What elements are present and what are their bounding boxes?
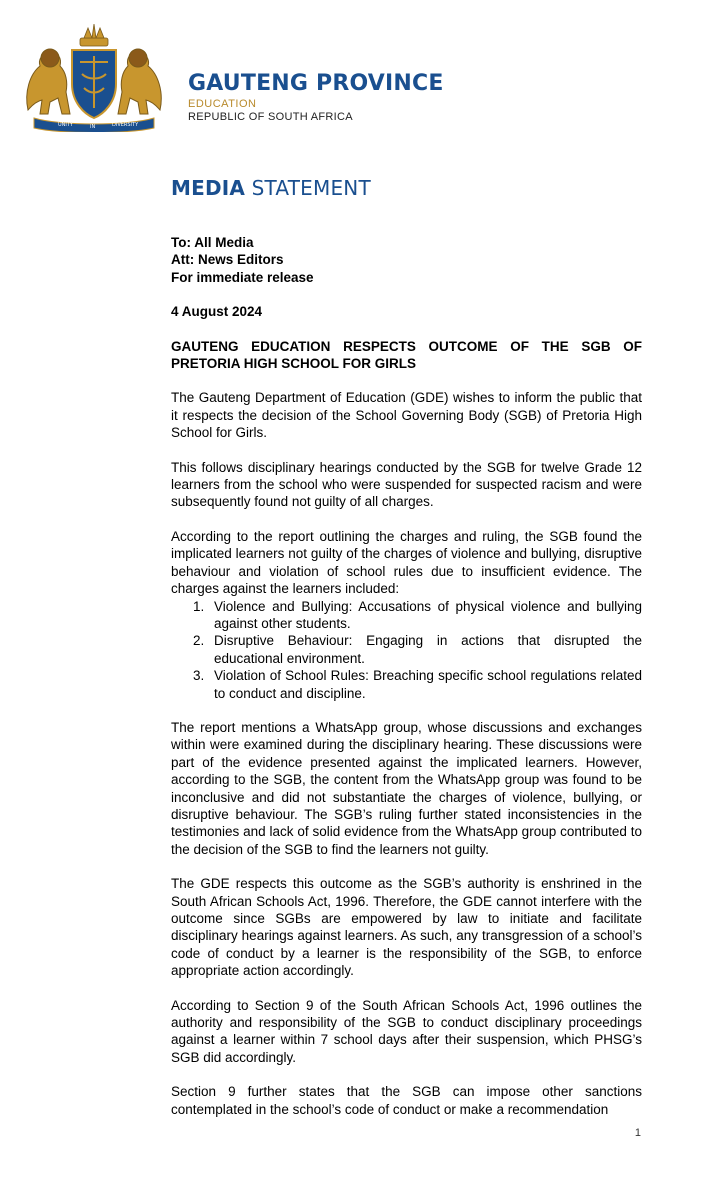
list-item: 2. Disruptive Behaviour: Engaging in actions that disrupted the educational environment.	[193, 633, 642, 666]
release-line: For immediate release	[171, 269, 314, 285]
document-body	[171, 234, 642, 1118]
title-rest: STATEMENT	[245, 176, 371, 200]
org-country: REPUBLIC OF SOUTH AFRICA	[188, 111, 353, 123]
coat-of-arms-icon	[20, 22, 168, 132]
headline: GAUTENG EDUCATION RESPECTS OUTCOME OF THE SGB OF PRETORIA HIGH SCHOOL FOR GIRLS	[171, 338, 642, 372]
paragraph-4: The report mentions a WhatsApp group, whose discussions and exchanges within were examined during the disciplinary hearing. These discussions were part of the evidence presented against the implicated learners. However, according to the SGB, the content from the WhatsApp group was found to be inconclusive and did not substantiate the charges of violence, bullying, or disruptive behaviour. The SGB’s ruling further stated inconsistencies in the testimonies and lack of solid evidence from the WhatsApp group contributed to the decision of the SGB to find the learners not guilty.	[171, 719, 642, 857]
to-line: To: All Media	[171, 235, 254, 250]
paragraph-6: According to Section 9 of the South African Schools Act, 1996 outlines the authority and responsibility of the SGB to conduct disciplinary proceedings against a learner within 7 school days after their suspension, which PHSG’s SGB did accordingly.	[171, 997, 642, 1065]
paragraph-5: The GDE respects this outcome as the SGB’s authority is enshrined in the South African Schools Act, 1996. Therefore, the GDE cannot interfere with the outcome since SGBs are empowered by law to initiate and facilitate disciplinary hearings against learners. As such, any transgression of a school’s code of conduct by a learner is the responsibility of the SGB, to enforce appropriate action accordingly.	[171, 876, 642, 979]
release-date: 4 August 2024	[171, 304, 263, 320]
media-statement-title	[171, 176, 371, 200]
crest-motto-left: UNITY	[58, 122, 73, 128]
letterhead	[20, 22, 444, 134]
att-line: Att: News Editors	[171, 252, 284, 268]
crest-motto-right: DIVERSITY	[112, 122, 139, 128]
list-item: 3. Violation of School Rules: Breaching specific school regulations related to conduct and discipline.	[193, 668, 642, 701]
crest-motto-mid: IN	[90, 124, 96, 130]
paragraph-3: According to the report outlining the charges and ruling, the SGB found the implicated learners not guilty of the charges of violence and bullying, disruptive behaviour and violation of school rules due to insufficient evidence. The charges against the learners included:	[171, 528, 642, 597]
title-bold: MEDIA	[171, 176, 246, 200]
list-item: 1. Violence and Bullying: Accusations of physical violence and bullying against other students.	[193, 598, 642, 631]
page-number: 1	[634, 1127, 641, 1139]
paragraph-1: The Gauteng Department of Education (GDE) wishes to inform the public that it respects the decision of the School Governing Body (SGB) of Pretoria High School for Girls.	[171, 390, 642, 441]
org-block	[188, 72, 444, 124]
org-name: GAUTENG PROVINCE	[188, 71, 444, 96]
paragraph-2: This follows disciplinary hearings conducted by the SGB for twelve Grade 12 learners from the school who were suspended for suspected racism and were subsequently found not guilty of all charges.	[171, 459, 642, 510]
paragraph-7: Section 9 further states that the SGB can impose other sanctions contemplated in the school’s code of conduct or make a recommendation	[171, 1084, 642, 1117]
org-department: EDUCATION	[188, 98, 257, 110]
distribution-block	[171, 234, 642, 286]
charges-list	[171, 598, 642, 702]
